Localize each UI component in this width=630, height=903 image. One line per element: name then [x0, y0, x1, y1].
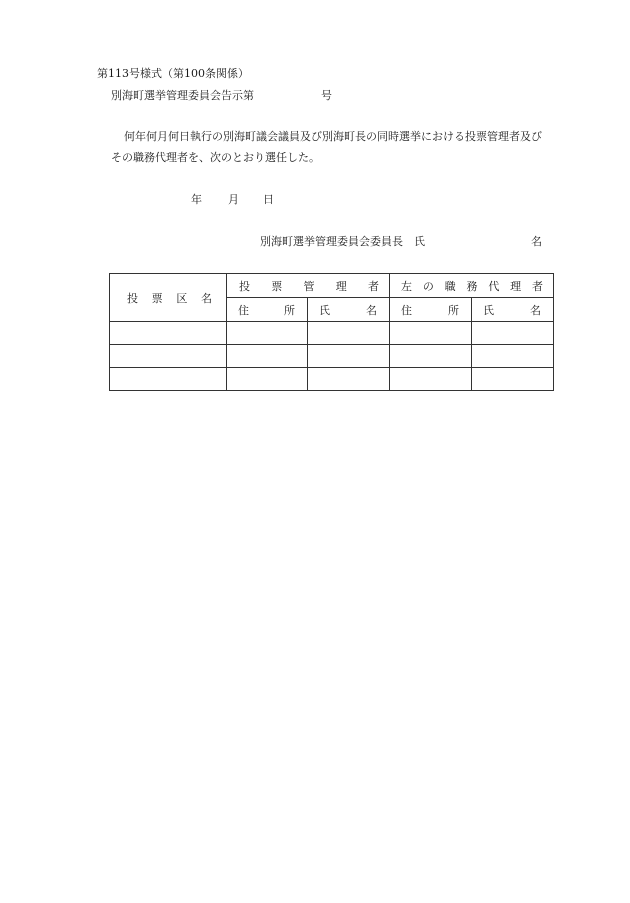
- address-label-char: 所: [448, 303, 459, 317]
- notice-title: 別海町選挙管理委員会告示第: [111, 89, 254, 102]
- deputy-name-cell: [472, 368, 554, 391]
- signer-title: 別海町選挙管理委員会委員長 氏: [260, 235, 425, 248]
- deputy-header-char: 者: [531, 279, 543, 293]
- name-label-char: 氏: [483, 303, 494, 317]
- deputy-header-char: 理: [510, 279, 522, 293]
- deputy-address-cell: [390, 345, 472, 368]
- manager-header-cell: [227, 274, 390, 298]
- manager-header-char: 者: [368, 279, 379, 293]
- manager-address-cell: [227, 368, 308, 391]
- manager-name-cell: [308, 368, 390, 391]
- deputy-name-cell: [472, 322, 554, 345]
- manager-name-cell: [308, 345, 390, 368]
- table-row: [110, 345, 554, 368]
- manager-address-header: [227, 298, 308, 322]
- date-year-label: 年: [191, 193, 202, 206]
- deputy-address-cell: [390, 322, 472, 345]
- district-cell: [110, 322, 227, 345]
- manager-address-cell: [227, 345, 308, 368]
- notice-body-line-1: 何年何月何日執行の別海町議会議員及び別海町長の同時選挙における投票管理者及び: [124, 130, 542, 143]
- district-header-cell: [110, 274, 227, 322]
- manager-address-cell: [227, 322, 308, 345]
- table-row: [110, 368, 554, 391]
- address-label-char: 住: [238, 303, 249, 317]
- manager-header-char: 投: [239, 279, 250, 293]
- district-cell: [110, 368, 227, 391]
- deputy-header-char: 務: [466, 279, 478, 293]
- district-header-char: 票: [151, 291, 163, 305]
- date-month-label: 月: [228, 193, 239, 206]
- deputy-name-cell: [472, 345, 554, 368]
- notice-body-line-2: その職務代理者を、次のとおり選任した。: [111, 151, 320, 164]
- manager-header-char: 管: [303, 279, 315, 293]
- deputy-header-cell: [390, 274, 554, 298]
- manager-name-cell: [308, 322, 390, 345]
- notice-number-suffix: 号: [321, 89, 332, 102]
- name-label-char: 名: [366, 303, 377, 317]
- address-label-char: 所: [284, 303, 295, 317]
- district-header-char: 区: [176, 291, 188, 305]
- manager-header-char: 票: [271, 279, 283, 293]
- deputy-address-cell: [390, 368, 472, 391]
- manager-header-char: 理: [335, 279, 347, 293]
- appointment-table: [109, 273, 554, 391]
- name-label-char: 名: [530, 303, 541, 317]
- date-day-label: 日: [263, 193, 274, 206]
- deputy-header-char: 左: [401, 279, 412, 293]
- table-header-row: [110, 274, 554, 298]
- district-header-char: 名: [200, 291, 212, 305]
- name-label-char: 氏: [319, 303, 330, 317]
- deputy-header-char: 代: [488, 279, 500, 293]
- deputy-name-header: [472, 298, 554, 322]
- signer-name-suffix: 名: [531, 235, 542, 248]
- district-cell: [110, 345, 227, 368]
- deputy-header-char: の: [422, 279, 434, 293]
- deputy-header-char: 職: [444, 279, 456, 293]
- manager-name-header: [308, 298, 390, 322]
- district-header-char: 投: [127, 291, 138, 305]
- form-number: 第113号様式（第100条関係）: [97, 67, 249, 80]
- address-label-char: 住: [401, 303, 412, 317]
- table-row: [110, 322, 554, 345]
- deputy-address-header: [390, 298, 472, 322]
